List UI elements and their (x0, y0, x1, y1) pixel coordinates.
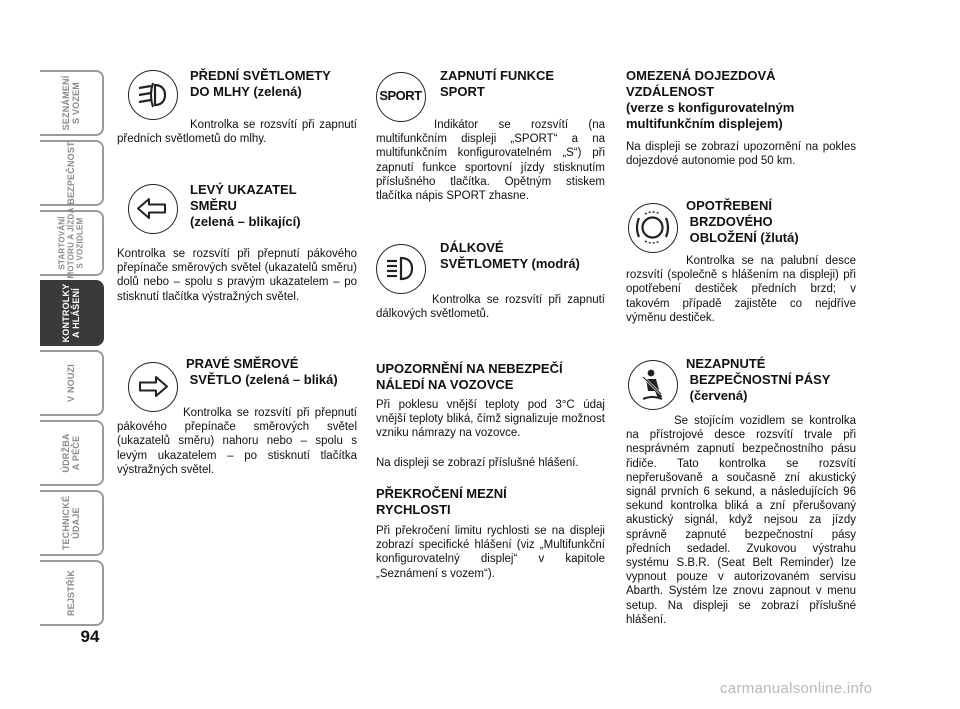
fog-title-main: PŘEDNÍ SVĚTLOMETY DO MLHY (190, 68, 331, 99)
sport-text: Indikátor se rozsvítí (na multifunkčním displeji „SPORT“ a na multifunkčním konfigurovatelném „S“) při zapnutí funkce sportovní jízdy stisknutím příslušného tlačítka. Opětným stiskem tlačítka nápis SPORT zhasne. (376, 119, 605, 203)
sport-icon-label: SPORT (379, 88, 422, 103)
sport-icon (376, 72, 426, 122)
high-beam-text: Kontrolka se rozsvítí při zapnutí dálkových světlometů. (376, 294, 605, 321)
tab-label: REJSTŘÍK (66, 569, 76, 617)
seat-belt-text: Se stojícím vozidlem se kontrolka na přístrojové desce rozsvítí trvale při nesprávném zapnutí bezpečnostního pásu řidiče. Tato kontrolka se rozsvítí nepřerušovaně a současně zní akustický signál prvních 6 sekund, a následujících 96 sekund kontrolka bliká a zní přerušovaný akustický signál, když nejsou za jízdy správně zapnuté bezpečnostní pásy předních sedadel. Zvukovou výstrahu systému S.B.R. (Seat Belt Reminder) lze vypnout pouze v autorizovaném servisu Abarth. Systém lze znovu zapnout v menu setup. Na displeji se zobrazí příslušné hlášení. (626, 415, 856, 626)
tab-bezpecnost[interactable] (40, 140, 104, 206)
fog-text: Kontrolka se rozsvítí při zapnutí předních světlometů do mlhy. (117, 119, 357, 146)
fog-title-suffix: (zelená) (253, 84, 302, 99)
high-beam-icon (376, 244, 426, 294)
sport-title: ZAPNUTÍ FUNKCE SPORT (440, 68, 555, 99)
tab-kontrolky[interactable] (40, 280, 104, 346)
tab-label: ÚDRŽBA A PÉČE (61, 433, 81, 473)
tab-technicke[interactable] (40, 490, 104, 556)
right-arrow-icon (128, 362, 178, 412)
seat-belt-title: NEZAPNUTÉ BEZPEČNOSTNÍ PÁSY (červená) (686, 356, 831, 403)
tab-label: KONTROLKY A HLÁŠENÍ (61, 283, 81, 343)
tab-label: TECHNICKÉ ÚDAJE (61, 495, 81, 551)
fog-light-icon (128, 70, 178, 120)
ice-warning-heading: UPOZORNĚNÍ NA NEBEZPEČÍ NÁLEDÍ NA VOZOVCE (376, 361, 563, 392)
left-indicator-title: LEVÝ UKAZATEL SMĚRU (zelená – blikající) (190, 182, 301, 229)
seat-belt-icon (628, 360, 678, 410)
high-beam-title: DÁLKOVÉ SVĚTLOMETY (modrá) (440, 240, 580, 271)
speed-limit-heading: PŘEKROČENÍ MEZNÍ RYCHLOSTI (376, 486, 507, 517)
range-text: Na displeji se zobrazí upozornění na pokles dojezdové autonomie pod 50 km. (626, 141, 856, 168)
tab-label: STARTOVÁNÍ MOTORU A JÍZDA S VOZIDLEM (57, 207, 85, 279)
page-number: 94 (80, 627, 100, 646)
left-indicator-text: Kontrolka se rozsvítí při přepnutí pákového přepínače směrových světel (ukazatelů směru) dolů nebo – spolu s pravým ukazatelem – po stisknutí tlačítka výstražných světel. (117, 248, 357, 303)
tab-udrzba[interactable] (40, 420, 104, 486)
tab-rejstrik[interactable] (40, 560, 104, 626)
brake-text: Kontrolka se na palubní desce rozsvítí (společně s hlášením na displeji) při opotřebení destiček předních brzd; v takovém případě zajistěte co nejdříve výměnu destiček. (626, 255, 856, 324)
right-indicator-title: PRAVÉ SMĚROVÉ SVĚTLO (zelená – bliká) (186, 356, 338, 387)
watermark: carmanualsonline.info (720, 680, 873, 697)
brake-pad-icon (628, 203, 678, 253)
tab-label: V NOUZI (66, 364, 76, 402)
tab-seznameni[interactable] (40, 70, 104, 136)
speed-limit-text: Při překročení limitu rychlosti se na displeji zobrazí specifické hlášení (viz „Multifunkční konfigurovatelný displej“ v kapitole „Seznámení s vozem“). (376, 525, 605, 580)
fog-title (190, 68, 331, 100)
ice-warning-text-2: Na displeji se zobrazí příslušné hlášení. (376, 457, 579, 469)
tab-label: SEZNÁMENÍ S VOZEM (61, 75, 81, 131)
tab-startovani[interactable] (40, 207, 104, 279)
brake-title: OPOTŘEBENÍ BRZDOVÉHO OBLOŽENÍ (žlutá) (686, 198, 799, 245)
tab-label: BEZPEČNOST (66, 141, 76, 205)
tab-v-nouzi[interactable] (40, 350, 104, 416)
left-arrow-icon (128, 184, 178, 234)
range-heading: OMEZENÁ DOJEZDOVÁ VZDÁLENOST (verze s konfigurovatelným multifunkčním displejem) (626, 68, 795, 131)
ice-warning-text: Při poklesu vnější teploty pod 3°C údaj vnější teploty bliká, čímž signalizuje možnost vzniku námrazy na vozovce. (376, 399, 605, 440)
right-indicator-text: Kontrolka se rozsvítí při přepnutí pákového přepínače směrových světel (ukazatelů směru) nahoru nebo – spolu s levým ukazatelem – po stisknutí tlačítka výstražných světel. (117, 407, 357, 476)
